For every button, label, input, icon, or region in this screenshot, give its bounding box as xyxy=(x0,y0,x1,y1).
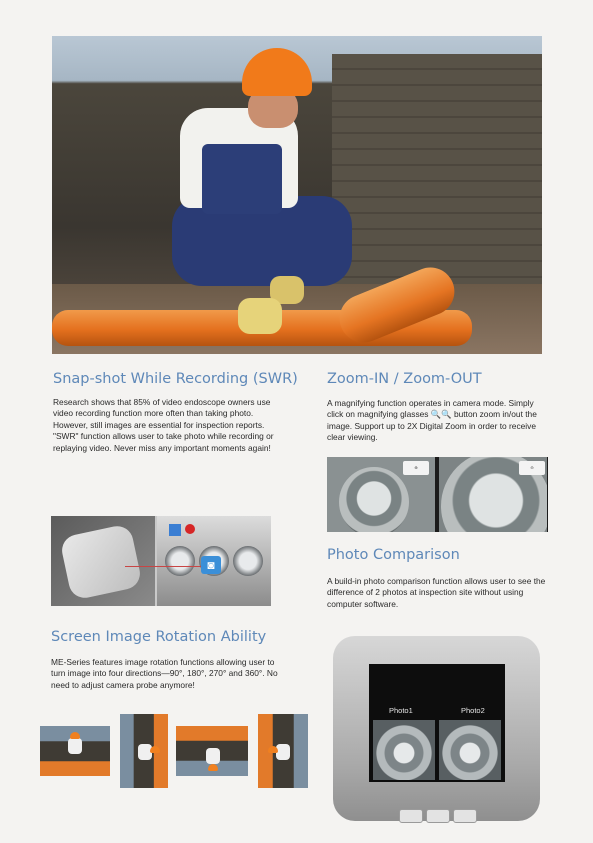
swr-paragraph-2: "SWR" function allows user to take photo while recording or replaying video. Never miss any important moments again! xyxy=(53,431,274,453)
zoom-in-icon: ⊕ xyxy=(403,461,429,475)
rotation-thumb-4 xyxy=(258,714,308,788)
zoom-comparison-photo xyxy=(327,457,548,532)
swr-description xyxy=(53,397,275,454)
rotation-heading: Screen Image Rotation Ability xyxy=(51,629,267,645)
rotation-thumb-3 xyxy=(176,726,248,776)
zoom-out-icon: ⊖ xyxy=(519,461,545,475)
rotation-thumb-2 xyxy=(120,714,168,788)
rotation-thumb-1 xyxy=(40,726,110,776)
device-screen xyxy=(369,664,505,782)
comparison-heading: Photo Comparison xyxy=(327,547,460,563)
camera-icon: ◙ xyxy=(201,556,221,574)
comparison-description: A build-in photo comparison function allows user to see the difference of 2 photos at inspection site without using computer software. xyxy=(327,576,546,609)
hero-photo-worker-pipe xyxy=(52,36,542,354)
zoom-description: A magnifying function operates in camera mode. Simply click on magnifying glasses 🔍🔍 button zoom in/out the image. Support up to 2X Digital Zoom in order to receive clear viewing. xyxy=(327,398,537,443)
photo2-label: Photo2 xyxy=(461,706,485,715)
swr-heading: Snap-shot While Recording (SWR) xyxy=(53,371,298,387)
swr-paragraph-1: Research shows that 85% of video endoscope owners use video recording function more often than taking photo. However, still images are essential for inspection reports. xyxy=(53,397,271,430)
rotation-description: ME-Series features image rotation functions allowing user to turn image into four directions—90°, 180°, 270° and 360°. No need to adjust camera probe anymore! xyxy=(51,657,278,690)
zoom-heading: Zoom-IN / Zoom-OUT xyxy=(327,371,482,387)
endoscope-device-photo xyxy=(333,636,540,821)
photo1-label: Photo1 xyxy=(389,706,413,715)
swr-photo-remote-engine xyxy=(51,516,271,606)
device-buttons xyxy=(399,809,477,823)
